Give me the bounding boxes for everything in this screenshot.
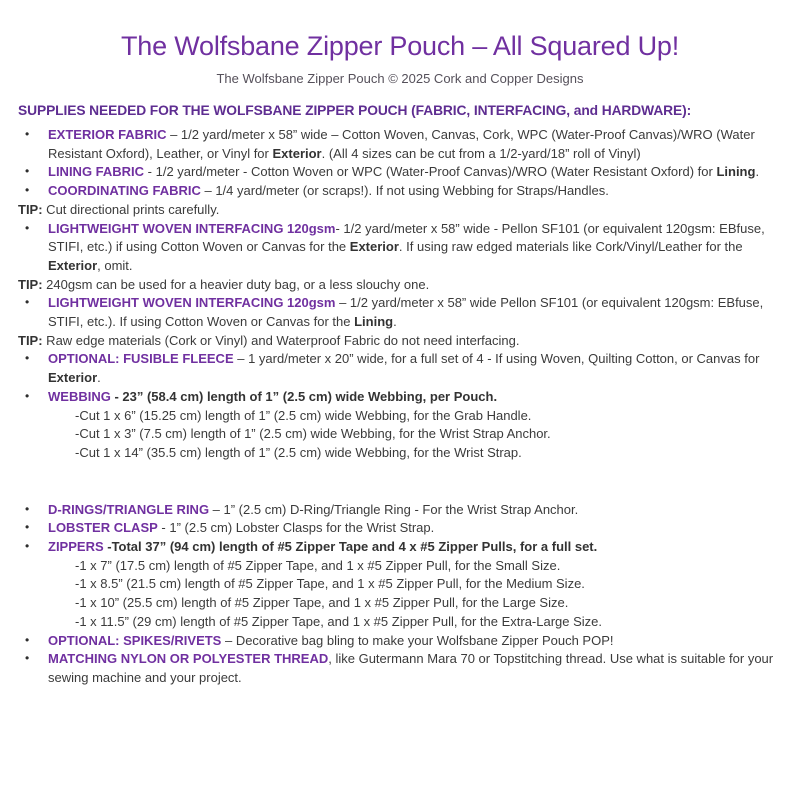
page-subtitle: The Wolfsbane Zipper Pouch © 2025 Cork and Copper Designs [216, 71, 584, 86]
line-text: -1 x 7” (17.5 cm) length of #5 Zipper Tape, and 1 x #5 Zipper Pull, for the Small Size. [75, 557, 561, 573]
section-heading: SUPPLIES NEEDED FOR THE WOLFSBANE ZIPPER POUCH (FABRIC, INTERFACING, and HARDWARE): [18, 103, 692, 118]
line-text: LINING FABRIC - 1/2 yard/meter - Cotton Woven or WPC (Water-Proof Canvas)/WRO (Water Resistant Oxford) for Lining. [48, 164, 760, 180]
supplies-list [18, 126, 782, 688]
sub-detail-line [18, 613, 782, 632]
line-text: -Cut 1 x 6” (15.25 cm) length of 1” (2.5 cm) wide Webbing, for the Grab Handle. [75, 407, 532, 423]
bullet-icon: • [25, 388, 30, 403]
supply-item [18, 632, 782, 651]
bullet-icon: • [25, 632, 30, 647]
bullet-icon: • [25, 127, 30, 141]
line-text: -1 x 11.5” (29 cm) length of #5 Zipper Tape, and 1 x #5 Zipper Pull, for the Extra-Large Size. [75, 613, 603, 629]
line-text: D-RINGS/TRIANGLE RING – 1” (2.5 cm) D-Ring/Triangle Ring - For the Wrist Strap Anchor. [48, 501, 579, 517]
bullet-icon: • [25, 501, 30, 516]
line-text: COORDINATING FABRIC – 1/4 yard/meter (or scraps!). If not using Webbing for Straps/Handles. [48, 183, 609, 199]
line-text: -Cut 1 x 3” (7.5 cm) length of 1” (2.5 cm) wide Webbing, for the Wrist Strap Anchor. [75, 426, 551, 442]
bullet-icon: • [25, 183, 30, 198]
bullet-icon: • [25, 651, 30, 666]
supply-item [18, 501, 782, 520]
sub-detail-line [18, 557, 782, 576]
line-text: TIP: 240gsm can be used for a heavier duty bag, or a less slouchy one. [18, 276, 430, 292]
line-text: -1 x 8.5” (21.5 cm) length of #5 Zipper Tape, and 1 x #5 Zipper Pull, for the Medium Size. [75, 576, 585, 592]
section-spacer [18, 463, 782, 501]
line-text: OPTIONAL: FUSIBLE FLEECE – 1 yard/meter x 20” wide, for a full set of 4 - If using Woven, Quilting Cotton, or Canvas for Exterior. [48, 351, 760, 386]
sub-detail-line [18, 594, 782, 613]
line-text: EXTERIOR FABRIC – 1/2 yard/meter x 58” wide – Cotton Woven, Canvas, Cork, WPC (Water-Proof Canvas)/WRO (Water Resistant Oxford), Leather, or Vinyl for Exterior. (All 4 sizes can be cut from a 1/2-yard/18” roll of Vinyl) [48, 127, 755, 161]
line-text: LIGHTWEIGHT WOVEN INTERFACING 120gsm- 1/2 yard/meter x 58” wide - Pellon SF101 (or equivalent 120gsm: EBfuse, STIFI, etc.) if using Cotton Woven or Canvas for the Exterior. If using raw edged materials like Cork/Vinyl/Leather for the Exterior, omit. [48, 220, 765, 273]
line-text: -Cut 1 x 14” (35.5 cm) length of 1” (2.5 cm) wide Webbing, for the Wrist Strap. [75, 444, 522, 460]
bullet-icon: • [25, 351, 30, 366]
supply-item [18, 650, 782, 687]
tip-line [18, 201, 782, 220]
line-text: OPTIONAL: SPIKES/RIVETS – Decorative bag bling to make your Wolfsbane Zipper Pouch POP! [48, 632, 614, 648]
line-text: ZIPPERS -Total 37” (94 cm) length of #5 Zipper Tape and 4 x #5 Zipper Pulls, for a full set. [48, 539, 598, 555]
line-text: LIGHTWEIGHT WOVEN INTERFACING 120gsm – 1/2 yard/meter x 58” wide Pellon SF101 (or equivalent 120gsm: EBfuse, STIFI, etc.). If using Cotton Woven or Canvas for the Lining. [48, 295, 764, 330]
page-title: The Wolfsbane Zipper Pouch – All Squared Up! [120, 31, 680, 61]
bullet-icon: • [25, 520, 30, 535]
sub-detail-line [18, 575, 782, 594]
supply-item [18, 388, 782, 407]
sub-detail-line [18, 444, 782, 463]
supply-item [18, 163, 782, 182]
bullet-icon: • [25, 539, 30, 554]
supply-item [18, 519, 782, 538]
supply-item [18, 538, 782, 557]
line-text: MATCHING NYLON OR POLYESTER THREAD, like Gutermann Mara 70 or Topstitching thread. Use what is suitable for your sewing machine and your project. [48, 651, 774, 685]
supply-item [18, 182, 782, 201]
bullet-icon: • [25, 164, 30, 179]
line-text: TIP: Raw edge materials (Cork or Vinyl) and Waterproof Fabric do not need interfacing. [18, 332, 520, 348]
line-text: TIP: Cut directional prints carefully. [18, 201, 220, 217]
tip-line [18, 332, 782, 351]
sub-detail-line [18, 425, 782, 444]
line-text: LOBSTER CLASP - 1” (2.5 cm) Lobster Clasps for the Wrist Strap. [48, 520, 435, 536]
line-text: WEBBING - 23” (58.4 cm) length of 1” (2.5 cm) wide Webbing, per Pouch. [48, 388, 498, 404]
tip-line [18, 276, 782, 295]
supply-item [18, 350, 782, 387]
bullet-icon: • [25, 295, 30, 310]
line-text: -1 x 10” (25.5 cm) length of #5 Zipper Tape, and 1 x #5 Zipper Pull, for the Large Size. [75, 595, 569, 611]
supply-item [18, 220, 782, 276]
bullet-icon: • [25, 220, 30, 235]
sub-detail-line [18, 407, 782, 426]
supply-item [18, 126, 782, 163]
supply-item [18, 294, 782, 331]
